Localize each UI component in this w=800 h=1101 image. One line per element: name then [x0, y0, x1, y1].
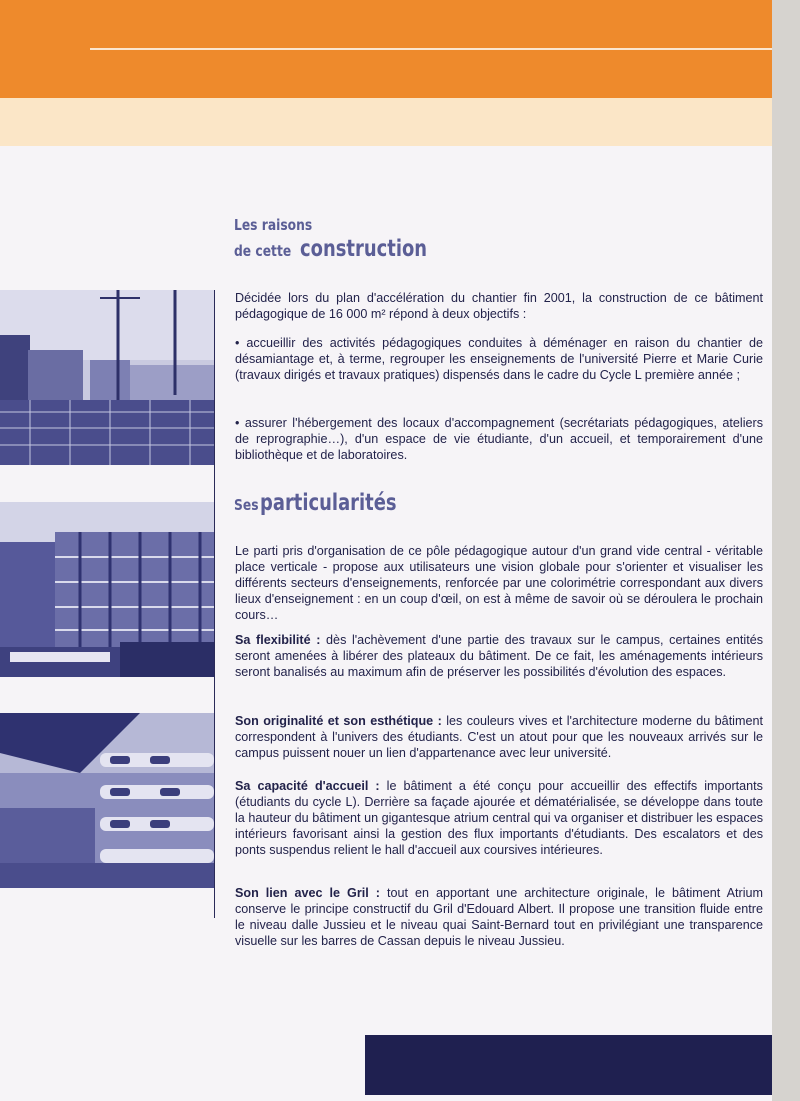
bullet-text: assurer l'hébergement des locaux d'accompagnement (secrétariats pédagogiques, ateliers de reprographie…), d'un espace de vie étudiante, d'un accueil, et temporairement d'une bibliothèque et de laboratoires. [235, 416, 764, 462]
vertical-divider [214, 290, 215, 918]
feature-text: le bâtiment a été conçu pour accueillir des effectifs importants (étudiants du cycle L). Derrière sa façade ajourée et dématérialisée, se développe dans toute la hauteur du bâtiment un gigantesque atrium central qui va organiser et distribuer les espaces intérieurs favorisant ainsi la gestion des flux importants d'étudiants. Des escalators et des ponts suspendus relient le hall d'accueil aux coursives intérieures. [235, 779, 763, 857]
section-heading-particularites [234, 492, 435, 515]
section-heading-raisons-line1 [234, 218, 329, 234]
header-rule [90, 48, 772, 50]
bullet-dot: • [235, 416, 240, 430]
heading-main-word: construction [299, 236, 427, 262]
feature-text: les couleurs vives et l'architecture moderne du bâtiment correspondent à l'univers des étudiants. C'est un atout pour que les nouveaux arrivés sur le campus puissent nouer un lien d'appartenance avec leur université. [235, 714, 763, 760]
peach-header-band [0, 98, 772, 146]
atrium-interior-photo [0, 713, 214, 888]
feature-text: dès l'achèvement d'une partie des travaux sur le campus, certaines entités seront amenées à libérer des plateaux du bâtiment. De ce fait, les aménagements intérieurs seront banalisés au maximum afin de préserver les possibilités d'évolution des espaces. [235, 633, 764, 679]
construction-photo-cranes [0, 290, 214, 465]
bullet-dot: • [235, 336, 240, 350]
particularites-paragraph: Le parti pris d'organisation de ce pôle pédagogique autour d'un grand vide central - véritable place verticale - propose aux utilisateurs une vision globale pour s'orienter et visualiser les différents secteurs d'enseignements, renforcée par une colorimétrie correspondant aux divers lieux d'enseignement : en un coup d'œil, on est à même de savoir où se déroulera le prochain cours… [235, 544, 763, 622]
intro-paragraph: Décidée lors du plan d'accélération du chantier fin 2001, la construction de ce bâtiment pédagogique de 16 000 m² répond à deux objectifs : [235, 291, 763, 321]
feature-text: tout en apportant une architecture originale, le bâtiment Atrium conserve le principe constructif du Gril d'Edouard Albert. Il propose une transition fluide entre le niveau dalle Jussieu et le niveau quai Saint-Bernard tout en privilégiant une transparence visuelle sur les barres de Cassan depuis le niveau Jussieu. [235, 886, 763, 948]
feature-title: Son lien avec le Gril : [235, 886, 380, 900]
feature-title: Sa capacité d'accueil : [235, 779, 380, 793]
feature-originalite [235, 713, 763, 761]
feature-flexibilite [235, 632, 763, 680]
feature-capacite [235, 778, 763, 858]
bullet-item-2 [235, 415, 763, 463]
feature-title: Sa flexibilité : [235, 633, 321, 647]
construction-photo-frame [0, 502, 214, 677]
footer-navy-bar [365, 1035, 772, 1095]
page-edge [772, 0, 800, 1101]
bullet-item-1 [235, 335, 763, 383]
feature-title: Son originalité et son esthétique : [235, 714, 442, 728]
heading-main-word: particularités [259, 490, 397, 516]
heading-prefix: de cette [234, 242, 292, 260]
bullet-text: accueillir des activités pédagogiques conduites à déménager en raison du chantier de désamiantage et, à terme, regrouper les enseignements de l'université Pierre et Marie Curie (travaux dirigés et travaux pratiques) dispensés dans le cadre du Cycle L première année ; [235, 336, 764, 382]
section-heading-raisons-line2 [234, 238, 463, 261]
heading-prefix: Ses [234, 496, 259, 514]
heading-text: Les raisons [234, 216, 313, 234]
feature-lien-gril [235, 885, 763, 949]
